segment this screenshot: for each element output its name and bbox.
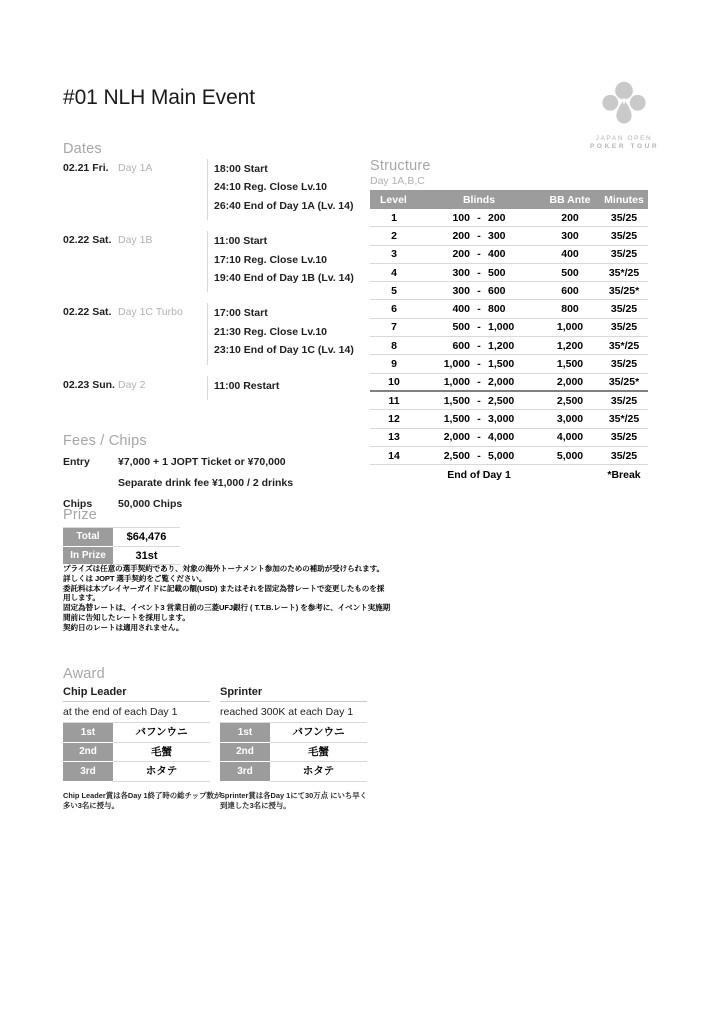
minutes-cell: 35/25* xyxy=(608,284,640,297)
award-rank-table xyxy=(63,722,210,782)
minutes-cell: 35*/25 xyxy=(608,412,640,425)
time-entry: 18:00 Start xyxy=(214,163,268,175)
level-cell: 9 xyxy=(391,358,397,371)
minutes-cell: 35/25 xyxy=(610,229,638,242)
structure-heading: Structure xyxy=(370,158,431,174)
minutes-cell: 35/25 xyxy=(610,431,638,444)
big-blind: 1,200 xyxy=(488,339,515,352)
award-note-line: Chip Leader賞は各Day 1終了時の総チップ数が xyxy=(63,790,222,800)
time-entry: 19:40 End of Day 1B (Lv. 14) xyxy=(214,272,354,285)
bb-ante-cell: 4,000 xyxy=(556,431,584,444)
blinds-dash: - xyxy=(477,394,481,407)
rank-place: 3rd xyxy=(220,762,270,782)
level-cell: 3 xyxy=(391,248,397,261)
level-cell: 7 xyxy=(391,321,397,334)
page-title: #01 NLH Main Event xyxy=(63,86,255,109)
level-cell: 11 xyxy=(388,394,400,407)
blinds-dash: - xyxy=(477,339,481,352)
bb-ante-cell: 3,000 xyxy=(556,412,584,425)
rank-prize: ホタテ xyxy=(270,762,367,782)
big-blind: 400 xyxy=(488,248,506,261)
blinds-cell xyxy=(418,230,540,242)
level-cell: 6 xyxy=(391,303,397,316)
day-label: Day 2 xyxy=(118,378,146,391)
bb-ante-cell: 400 xyxy=(561,248,579,261)
column-blinds: Blinds xyxy=(462,193,496,206)
rank-place: 3rd xyxy=(63,762,113,782)
blinds-cell xyxy=(418,303,540,315)
note-line: 固定為替レートは、イベント3 営業日前の三菱UFJ銀行 ( T.T.B.レート) を参考に、イベント実施期 xyxy=(63,603,391,613)
fee-value: Separate drink fee ¥1,000 / 2 drinks xyxy=(118,477,294,489)
award-title: Sprinter xyxy=(220,686,367,702)
big-blind: 200 xyxy=(488,211,506,224)
break-note: *Break xyxy=(607,468,641,481)
structure-row xyxy=(370,209,648,227)
small-blind: 100 xyxy=(452,211,470,224)
structure-row xyxy=(370,246,648,264)
column-level: Level xyxy=(380,193,407,206)
prize-row-label: In Prize xyxy=(63,547,113,566)
structure-row xyxy=(370,392,648,410)
blinds-cell xyxy=(418,450,540,462)
bb-ante-cell: 2,000 xyxy=(556,375,584,388)
times-list xyxy=(207,159,353,220)
rank-place: 2nd xyxy=(220,743,270,763)
level-cell: 14 xyxy=(388,449,400,462)
note-line: 間前に告知したレートを採用します。 xyxy=(63,612,190,622)
small-blind: 200 xyxy=(452,229,470,242)
blinds-dash: - xyxy=(477,211,481,224)
blinds-cell xyxy=(418,395,540,407)
note-line: 用します。 xyxy=(63,593,100,603)
bb-ante-cell: 200 xyxy=(561,211,579,224)
small-blind: 1,500 xyxy=(443,412,470,425)
date-group xyxy=(63,159,368,220)
rank-place: 1st xyxy=(220,723,270,743)
structure-row xyxy=(370,355,648,373)
structure-row xyxy=(370,447,648,465)
big-blind: 800 xyxy=(488,303,506,316)
dates-section xyxy=(63,141,368,411)
bb-ante-cell: 300 xyxy=(561,229,579,242)
award-heading: Award xyxy=(63,666,105,682)
legal-notes xyxy=(63,564,423,633)
column-minutes: Minutes xyxy=(604,193,644,206)
small-blind: 1,500 xyxy=(443,394,470,407)
structure-row xyxy=(370,319,648,337)
minutes-cell: 35/25 xyxy=(610,394,638,407)
day-label: Day 1C Turbo xyxy=(118,306,183,319)
big-blind: 600 xyxy=(488,284,506,297)
prize-row-label: Total xyxy=(63,528,113,547)
blinds-dash: - xyxy=(477,375,481,388)
small-blind: 500 xyxy=(452,321,470,334)
minutes-cell: 35/25 xyxy=(610,303,638,316)
rank-place: 1st xyxy=(63,723,113,743)
blinds-dash: - xyxy=(477,266,481,279)
award-rank-row xyxy=(63,743,210,763)
prize-table xyxy=(63,527,180,565)
clover-logo-icon xyxy=(597,78,651,132)
blinds-dash: - xyxy=(477,248,481,261)
rank-prize: 毛蟹 xyxy=(113,743,210,763)
award-rank-row xyxy=(220,743,367,763)
note-line: 委託料は本プレイヤーガイドに記載の額(USD) またはそれを固定為替レートで変更したものを採 xyxy=(63,583,385,593)
rank-prize: ホタテ xyxy=(113,762,210,782)
award-note-line: 多い3名に授与。 xyxy=(63,800,119,810)
prize-heading: Prize xyxy=(63,507,98,523)
minutes-cell: 35/25 xyxy=(610,211,638,224)
times-list xyxy=(207,376,279,400)
award-section xyxy=(63,666,393,811)
date-group xyxy=(63,231,368,292)
bb-ante-cell: 800 xyxy=(561,303,579,316)
award-condition: at the end of each Day 1 xyxy=(63,706,178,718)
award-card-sprinter xyxy=(220,686,367,811)
minutes-cell: 35/25 xyxy=(610,358,638,371)
day-label: Day 1A xyxy=(118,162,153,174)
small-blind: 600 xyxy=(452,339,470,352)
minutes-cell: 35*/25 xyxy=(608,339,640,352)
minutes-cell: 35/25 xyxy=(610,248,638,261)
level-cell: 2 xyxy=(391,229,397,242)
level-cell: 8 xyxy=(391,339,397,352)
blinds-dash: - xyxy=(477,284,481,297)
minutes-cell: 35/25 xyxy=(610,449,638,462)
times-list xyxy=(207,303,354,364)
small-blind: 200 xyxy=(452,248,470,261)
time-entry: 23:10 End of Day 1C (Lv. 14) xyxy=(214,344,354,357)
blinds-dash: - xyxy=(477,431,481,444)
award-note xyxy=(220,791,367,811)
prize-section xyxy=(63,507,213,565)
rank-prize: バフンウニ xyxy=(113,723,210,743)
big-blind: 5,000 xyxy=(488,449,515,462)
blinds-dash: - xyxy=(477,303,481,316)
small-blind: 300 xyxy=(452,284,470,297)
structure-section xyxy=(370,158,648,484)
day-label: Day 1B xyxy=(118,234,153,247)
structure-row xyxy=(370,337,648,355)
structure-row xyxy=(370,374,648,392)
blinds-cell xyxy=(418,285,540,297)
blinds-cell xyxy=(418,340,540,352)
small-blind: 2,500 xyxy=(443,449,470,462)
time-entry: 24:10 Reg. Close Lv.10 xyxy=(214,181,328,194)
time-entry: 17:00 Start xyxy=(214,307,268,320)
bb-ante-cell: 1,500 xyxy=(556,358,584,371)
structure-row xyxy=(370,282,648,300)
fee-value: 50,000 Chips xyxy=(118,498,183,510)
structure-row xyxy=(370,429,648,447)
logo-text-poker-tour: POKER TOUR xyxy=(590,143,660,150)
award-rank-table xyxy=(220,722,367,782)
award-title: Chip Leader xyxy=(63,686,210,702)
big-blind: 500 xyxy=(488,266,506,279)
small-blind: 400 xyxy=(452,303,470,316)
award-card-chip-leader xyxy=(63,686,222,811)
small-blind: 2,000 xyxy=(443,431,470,444)
rank-prize: バフンウニ xyxy=(270,723,367,743)
small-blind: 1,000 xyxy=(443,375,470,388)
fee-row xyxy=(63,476,383,490)
fee-value: ¥7,000 + 1 JOPT Ticket or ¥70,000 xyxy=(118,456,286,468)
time-entry: 11:00 Start xyxy=(214,235,268,248)
rank-prize: 毛蟹 xyxy=(270,743,367,763)
small-blind: 300 xyxy=(452,266,470,279)
blinds-cell xyxy=(418,358,540,370)
end-of-day-label: End of Day 1 xyxy=(447,468,511,481)
note-line: プライズは任意の選手契約であり、対象の海外トーナメント参加のための補助が受けられます。 xyxy=(63,564,385,573)
level-cell: 13 xyxy=(388,431,400,444)
time-entry: 17:10 Reg. Close Lv.10 xyxy=(214,253,328,266)
level-cell: 10 xyxy=(388,375,400,388)
structure-table-header xyxy=(370,190,648,209)
bb-ante-cell: 5,000 xyxy=(556,449,584,462)
column-bb-ante: BB Ante xyxy=(549,193,591,206)
fee-label xyxy=(63,476,118,490)
big-blind: 2,000 xyxy=(488,375,515,388)
structure-row xyxy=(370,410,648,428)
rank-place: 2nd xyxy=(63,743,113,763)
blinds-cell xyxy=(418,212,540,224)
prize-row-value: $64,476 xyxy=(113,528,180,547)
level-cell: 12 xyxy=(388,412,400,425)
minutes-cell: 35*/25 xyxy=(608,266,640,279)
structure-row xyxy=(370,227,648,245)
dates-heading: Dates xyxy=(63,141,102,157)
date-label: 02.22 Sat. xyxy=(63,234,112,247)
minutes-cell: 35/25* xyxy=(608,375,640,388)
structure-row xyxy=(370,264,648,282)
blinds-dash: - xyxy=(477,229,481,242)
date-label: 02.21 Fri. xyxy=(63,162,109,174)
big-blind: 3,000 xyxy=(488,412,515,425)
prize-row xyxy=(63,547,180,566)
award-rank-row xyxy=(63,723,210,743)
bb-ante-cell: 1,200 xyxy=(556,339,584,352)
blinds-dash: - xyxy=(477,412,481,425)
structure-table-footer xyxy=(370,465,648,484)
level-cell: 5 xyxy=(391,284,397,297)
small-blind: 1,000 xyxy=(443,358,470,371)
time-entry: 11:00 Restart xyxy=(214,379,280,392)
structure-subheading: Day 1A,B,C xyxy=(370,175,425,187)
award-rank-row xyxy=(220,723,367,743)
times-list xyxy=(207,231,354,292)
blinds-cell xyxy=(418,248,540,260)
minutes-cell: 35/25 xyxy=(610,321,638,334)
award-rank-row xyxy=(63,762,210,782)
time-entry: 21:30 Reg. Close Lv.10 xyxy=(214,325,328,338)
award-note-line: Sprinter賞は各Day 1にて30万点 にいち早く xyxy=(220,790,368,800)
date-label: 02.23 Sun. xyxy=(63,378,115,391)
big-blind: 1,500 xyxy=(488,358,515,371)
award-note xyxy=(63,790,222,811)
level-cell: 4 xyxy=(391,266,397,279)
big-blind: 300 xyxy=(488,229,506,242)
jopt-logo xyxy=(590,78,658,150)
date-label: 02.22 Sat. xyxy=(63,306,112,319)
bb-ante-cell: 1,000 xyxy=(556,321,584,334)
logo-text-japan-open: JAPAN OPEN xyxy=(595,135,653,142)
prize-row-value: 31st xyxy=(113,547,180,566)
big-blind: 1,000 xyxy=(488,321,515,334)
blinds-cell xyxy=(418,413,540,425)
fee-label: Entry xyxy=(63,456,90,468)
award-condition: reached 300K at each Day 1 xyxy=(220,706,354,718)
award-note-line: 到達した3名に授与。 xyxy=(220,800,291,810)
fees-heading: Fees / Chips xyxy=(63,433,147,449)
bb-ante-cell: 2,500 xyxy=(556,394,584,407)
blinds-cell xyxy=(418,376,540,388)
fees-section xyxy=(63,433,383,518)
time-entry: 26:40 End of Day 1A (Lv. 14) xyxy=(214,199,354,212)
big-blind: 4,000 xyxy=(488,431,515,444)
blinds-cell xyxy=(418,321,540,333)
big-blind: 2,500 xyxy=(488,394,515,407)
level-cell: 1 xyxy=(391,211,397,224)
blinds-cell xyxy=(418,267,540,279)
fee-label: Chips xyxy=(63,498,93,510)
prize-row xyxy=(63,528,180,547)
date-group xyxy=(63,303,368,364)
bb-ante-cell: 500 xyxy=(561,266,579,279)
blinds-cell xyxy=(418,431,540,443)
date-group xyxy=(63,376,368,400)
bb-ante-cell: 600 xyxy=(561,284,579,297)
blinds-dash: - xyxy=(477,321,481,334)
blinds-dash: - xyxy=(477,449,481,462)
note-line: 契約日のレートは適用されません。 xyxy=(63,622,184,632)
fee-row xyxy=(63,455,383,469)
structure-row xyxy=(370,300,648,318)
blinds-dash: - xyxy=(477,358,481,371)
award-rank-row xyxy=(220,762,367,782)
note-line: 詳しくは JOPT 選手契約をご覧ください。 xyxy=(63,573,207,583)
